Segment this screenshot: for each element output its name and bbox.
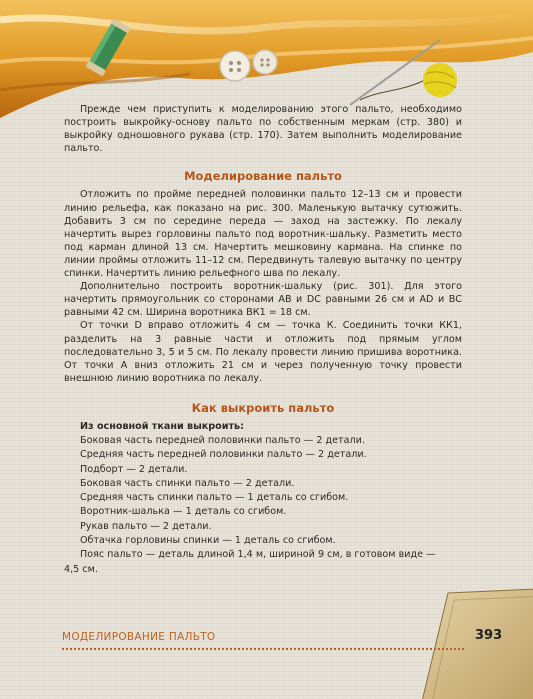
list-item: Рукав пальто — 2 детали. bbox=[80, 520, 212, 532]
list-item: Воротник-шалька — 1 деталь со сгибом. bbox=[80, 506, 287, 518]
thread-spool-icon bbox=[82, 14, 132, 84]
paper-sheet-decoration bbox=[418, 588, 533, 699]
list-item: Боковая часть спинки пальто — 2 детали. bbox=[80, 477, 295, 489]
list-item: Обтачка горловины спинки — 1 деталь со сгибом. bbox=[80, 535, 336, 547]
list-item: Средняя часть спинки пальто — 1 деталь со сгибом. bbox=[80, 492, 349, 504]
cutting-list bbox=[64, 420, 462, 577]
intro-paragraph: Прежде чем приступить к моделированию этого пальто, необходимо построить выкройку-основу пальто по собственным меркам (стр. 380) и выкройку одношовного рукава (стр. 170). Затем выполнить моделирование пальто. bbox=[64, 104, 462, 155]
modeling-paragraph: Дополнительно построить воротник-шальку (рис. 301). Для этого начертить прямоугольник со сторонами АВ и DC равными 26 см и AD и ВС равными 42 см. Ширина воротника ВК1 = 18 см. bbox=[64, 281, 462, 319]
sewing-buttons-icon bbox=[215, 46, 285, 86]
page-number: 393 bbox=[475, 628, 503, 643]
footer-divider bbox=[62, 648, 464, 650]
modeling-paragraph: От точки D вправо отложить 4 см — точка К. Соединить точки КК1, разделить на 3 равные части и отложить под прямым углом последовательно 3, 5 и 5 см. По лекалу провести линию пришива воротника. От точки А вниз отложить 21 см и через полученную точку провести внешнюю линию воротника по лекалу. bbox=[64, 320, 462, 384]
list-item: Подборт — 2 детали. bbox=[80, 463, 188, 475]
list-item: Боковая часть передней половинки пальто — 2 детали. bbox=[80, 434, 365, 446]
modeling-paragraph: Отложить по пройме передней половинки пальто 12–13 см и провести линию рельефа, как показано на рис. 300. Маленькую вытачку сутюжить. Добавить 3 см по середине переда — заход на застежку. По лекалу начертить вырез горловины пальто под воротник-шальку. Разметить место под карман длиной 13 см. Начертить мешковину кармана. На спинке по линии проймы отложить 11–12 см. Передвинуть талевую вытачку по центру спинки. Начертить линию рельефного шва по лекалу. bbox=[64, 189, 462, 280]
section-heading-modeling: Моделирование пальто bbox=[184, 169, 342, 184]
cutting-list-subtitle: Из основной ткани выкроить: bbox=[80, 420, 244, 432]
footer-chapter-title: МОДЕЛИРОВАНИЕ ПАЛЬТО bbox=[62, 631, 216, 643]
section-heading-cutting: Как выкроить пальто bbox=[191, 400, 335, 415]
page-body bbox=[64, 103, 462, 577]
list-item: Средняя часть передней половинки пальто — 2 детали. bbox=[80, 449, 367, 461]
list-item: Пояс пальто — деталь длиной 1,4 м, шириной 9 см, в готовом виде — bbox=[80, 549, 436, 561]
list-item-continuation: 4,5 см. bbox=[64, 563, 98, 575]
